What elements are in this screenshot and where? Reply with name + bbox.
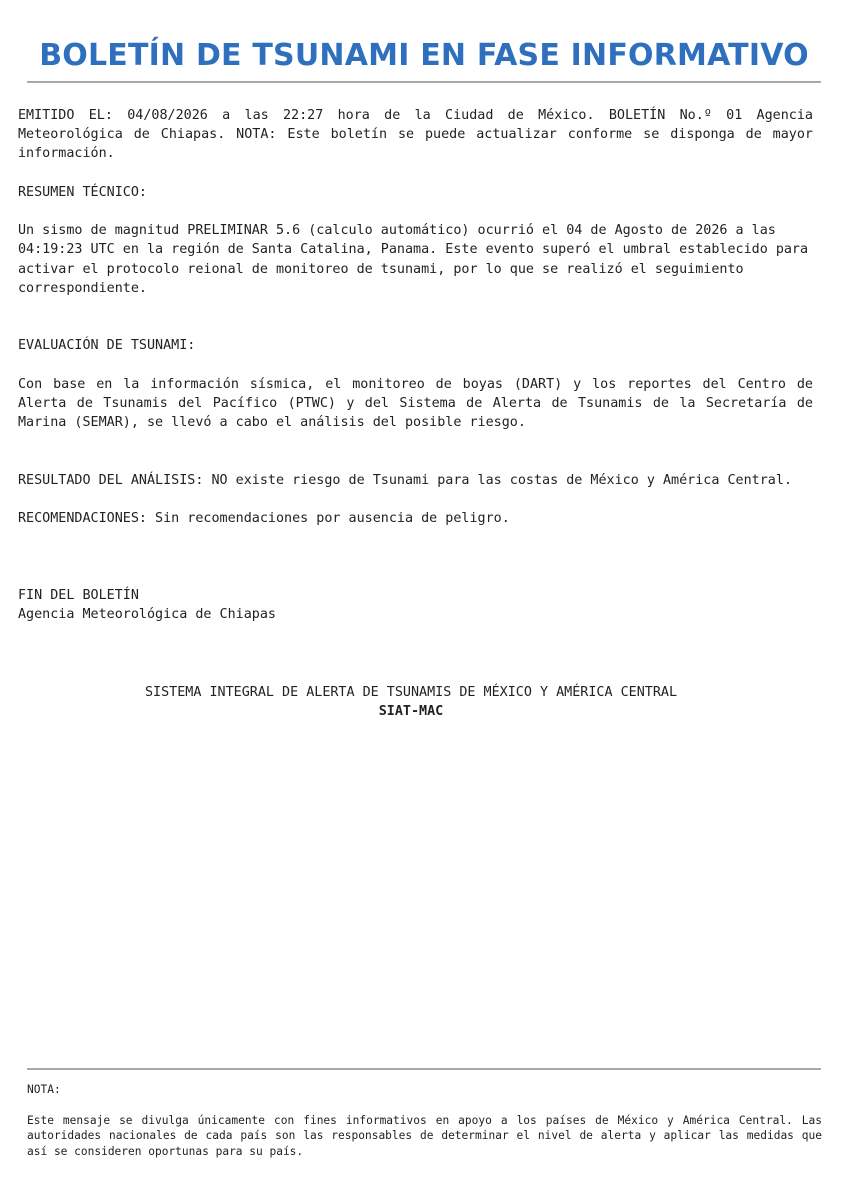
- tsunami-evaluation-heading: EVALUACIÓN DE TSUNAMI:: [18, 338, 196, 354]
- spacer: [18, 528, 813, 586]
- spacer: [18, 490, 813, 509]
- system-acronym: SIAT-MAC: [378, 704, 444, 720]
- spacer: [18, 432, 813, 470]
- note-text: Este mensaje se divulga únicamente con fines informativos en apoyo a los países de México y América Central. Las autoridades nacionales de cada país son las responsables de determinar el nivel de alerta y aplicar las medidas que así se consideren oportunas para su país.: [27, 1113, 822, 1158]
- technical-summary-text: Un sismo de magnitud PRELIMINAR 5.6 (calculo automático) ocurrió el 04 de Agosto de 2026 a las 04:19:23 UTC en la región de Santa Catalina, Panama. Este evento superó el umbral establecido para activar el protocolo reional de monitoreo de tsunami, por lo que se realizó el seguimiento correspondiente.: [18, 223, 809, 296]
- analysis-result: RESULTADO DEL ANÁLISIS: NO existe riesgo de Tsunami para las costas de México y América Central.: [18, 472, 792, 488]
- recommendations: RECOMENDACIONES: Sin recomendaciones por ausencia de peligro.: [18, 511, 510, 527]
- spacer: [18, 356, 813, 375]
- spacer: [18, 202, 813, 221]
- spacer: [18, 298, 813, 336]
- spacer: [27, 1097, 822, 1112]
- header-divider: [27, 81, 821, 83]
- issued-info: EMITIDO EL: 04/08/2026 a las 22:27 hora de la Ciudad de México. BOLETÍN No.º 01 Agencia Meteorológica de Chiapas. NOTA: Este boletín se puede actualizar conforme se disponga de mayor información.: [18, 108, 813, 162]
- spacer: [18, 164, 813, 183]
- disclaimer-note: [27, 1082, 822, 1159]
- tsunami-evaluation-text: Con base en la información sísmica, el monitoreo de boyas (DART) y los reportes del Centro de Alerta de Tsunamis del Pacífico (PTWC) y del Sistema de Alerta de Tsunamis de la Secretaría de Marina (SEMAR), se llevó a cabo el análisis del posible riesgo.: [18, 376, 813, 431]
- bulletin-title: BOLETÍN DE TSUNAMI EN FASE INFORMATIVO: [39, 38, 809, 73]
- technical-summary-heading: RESUMEN TÉCNICO:: [18, 184, 147, 200]
- system-name: SISTEMA INTEGRAL DE ALERTA DE TSUNAMIS DE MÉXICO Y AMÉRICA CENTRAL: [144, 685, 678, 700]
- bulletin-body: [18, 106, 813, 624]
- system-footer: [0, 683, 822, 721]
- footer-divider: [27, 1068, 821, 1070]
- end-of-bulletin: FIN DEL BOLETÍN: [18, 587, 139, 603]
- issuing-agency: Agencia Meteorológica de Chiapas: [18, 607, 276, 623]
- note-label: NOTA:: [27, 1083, 61, 1096]
